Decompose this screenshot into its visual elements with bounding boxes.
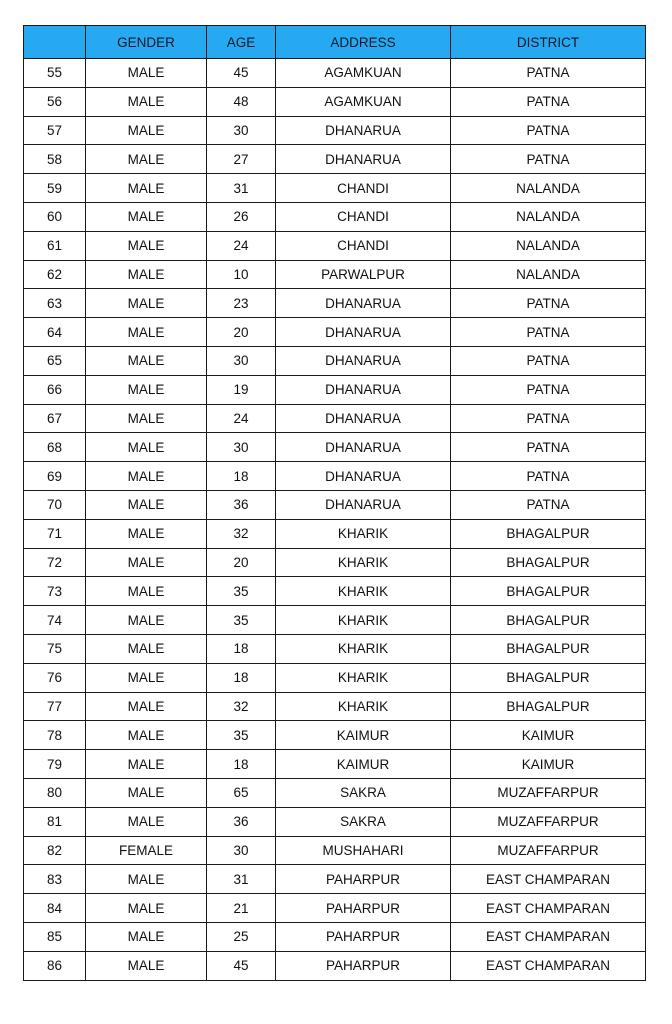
table-row [24,289,646,318]
cell-age: 27 [207,145,276,174]
cell-age: 18 [207,462,276,491]
table-row [24,116,646,145]
header-serial-number [24,26,86,59]
cell-serial-number: 64 [24,318,86,347]
cell-age: 36 [207,490,276,519]
cell-address: DHANARUA [276,404,451,433]
table-row [24,87,646,116]
cell-address: KHARIK [276,663,451,692]
cell-age: 31 [207,865,276,894]
cell-address: KHARIK [276,548,451,577]
cell-gender: MALE [86,692,207,721]
patient-table [23,25,646,981]
cell-gender: MALE [86,375,207,404]
cell-serial-number: 55 [24,59,86,88]
cell-age: 65 [207,778,276,807]
cell-serial-number: 83 [24,865,86,894]
cell-serial-number: 61 [24,231,86,260]
cell-serial-number: 62 [24,260,86,289]
cell-gender: MALE [86,606,207,635]
cell-address: CHANDI [276,231,451,260]
cell-age: 35 [207,577,276,606]
cell-address: DHANARUA [276,318,451,347]
cell-serial-number: 63 [24,289,86,318]
header-row [24,26,646,59]
table-row [24,462,646,491]
cell-serial-number: 67 [24,404,86,433]
cell-age: 30 [207,346,276,375]
cell-serial-number: 73 [24,577,86,606]
cell-serial-number: 85 [24,922,86,951]
cell-gender: MALE [86,778,207,807]
cell-gender: MALE [86,750,207,779]
cell-address: KHARIK [276,692,451,721]
cell-address: KHARIK [276,519,451,548]
cell-gender: MALE [86,663,207,692]
cell-district: BHAGALPUR [451,606,646,635]
cell-gender: MALE [86,807,207,836]
cell-gender: MALE [86,318,207,347]
cell-address: CHANDI [276,202,451,231]
table-body [24,59,646,981]
cell-age: 36 [207,807,276,836]
cell-age: 30 [207,836,276,865]
cell-address: SAKRA [276,807,451,836]
cell-address: AGAMKUAN [276,87,451,116]
table-row [24,922,646,951]
cell-district: PATNA [451,404,646,433]
cell-age: 26 [207,202,276,231]
cell-age: 21 [207,894,276,923]
table-row [24,606,646,635]
cell-address: KAIMUR [276,721,451,750]
cell-serial-number: 65 [24,346,86,375]
table-row [24,692,646,721]
cell-age: 24 [207,231,276,260]
cell-district: EAST CHAMPARAN [451,865,646,894]
cell-district: KAIMUR [451,750,646,779]
cell-gender: MALE [86,865,207,894]
cell-district: PATNA [451,462,646,491]
cell-age: 45 [207,59,276,88]
cell-address: KHARIK [276,606,451,635]
cell-gender: MALE [86,433,207,462]
cell-address: DHANARUA [276,462,451,491]
table-row [24,836,646,865]
cell-district: MUZAFFARPUR [451,778,646,807]
cell-district: KAIMUR [451,721,646,750]
cell-address: DHANARUA [276,145,451,174]
table-row [24,346,646,375]
table-row [24,634,646,663]
cell-serial-number: 56 [24,87,86,116]
cell-gender: MALE [86,462,207,491]
cell-district: BHAGALPUR [451,663,646,692]
cell-age: 35 [207,721,276,750]
cell-address: KAIMUR [276,750,451,779]
cell-age: 45 [207,951,276,980]
cell-gender: MALE [86,951,207,980]
cell-age: 25 [207,922,276,951]
header-address: ADDRESS [276,26,451,59]
cell-serial-number: 86 [24,951,86,980]
cell-gender: MALE [86,116,207,145]
cell-address: DHANARUA [276,490,451,519]
cell-age: 23 [207,289,276,318]
cell-gender: MALE [86,519,207,548]
data-sheet [23,25,645,981]
cell-serial-number: 81 [24,807,86,836]
table-row [24,490,646,519]
cell-age: 32 [207,519,276,548]
cell-serial-number: 74 [24,606,86,635]
cell-district: PATNA [451,87,646,116]
cell-address: PAHARPUR [276,922,451,951]
cell-age: 30 [207,116,276,145]
cell-district: EAST CHAMPARAN [451,951,646,980]
cell-address: CHANDI [276,174,451,203]
cell-district: MUZAFFARPUR [451,836,646,865]
cell-address: PAHARPUR [276,951,451,980]
table-row [24,231,646,260]
cell-address: PAHARPUR [276,865,451,894]
cell-district: PATNA [451,116,646,145]
cell-district: PATNA [451,145,646,174]
cell-address: KHARIK [276,634,451,663]
cell-address: KHARIK [276,577,451,606]
table-row [24,260,646,289]
cell-district: PATNA [451,59,646,88]
cell-gender: MALE [86,894,207,923]
cell-district: BHAGALPUR [451,577,646,606]
header-age: AGE [207,26,276,59]
cell-serial-number: 82 [24,836,86,865]
table-row [24,202,646,231]
table-row [24,519,646,548]
cell-gender: MALE [86,289,207,318]
cell-district: MUZAFFARPUR [451,807,646,836]
cell-address: PAHARPUR [276,894,451,923]
cell-serial-number: 70 [24,490,86,519]
cell-serial-number: 69 [24,462,86,491]
table-row [24,145,646,174]
cell-gender: MALE [86,202,207,231]
cell-age: 18 [207,634,276,663]
cell-district: PATNA [451,433,646,462]
cell-serial-number: 78 [24,721,86,750]
cell-district: PATNA [451,318,646,347]
cell-age: 10 [207,260,276,289]
cell-address: DHANARUA [276,433,451,462]
cell-gender: MALE [86,59,207,88]
table-row [24,750,646,779]
cell-address: DHANARUA [276,375,451,404]
cell-serial-number: 72 [24,548,86,577]
cell-serial-number: 79 [24,750,86,779]
cell-district: BHAGALPUR [451,548,646,577]
cell-gender: MALE [86,231,207,260]
table-row [24,59,646,88]
cell-gender: MALE [86,922,207,951]
cell-gender: MALE [86,404,207,433]
table-row [24,318,646,347]
cell-address: DHANARUA [276,116,451,145]
cell-serial-number: 80 [24,778,86,807]
cell-district: EAST CHAMPARAN [451,894,646,923]
cell-age: 18 [207,663,276,692]
cell-address: AGAMKUAN [276,59,451,88]
cell-serial-number: 68 [24,433,86,462]
cell-serial-number: 84 [24,894,86,923]
cell-age: 24 [207,404,276,433]
table-row [24,548,646,577]
cell-gender: MALE [86,490,207,519]
table-row [24,807,646,836]
cell-gender: MALE [86,145,207,174]
cell-gender: MALE [86,87,207,116]
cell-age: 20 [207,548,276,577]
cell-address: SAKRA [276,778,451,807]
cell-serial-number: 58 [24,145,86,174]
cell-serial-number: 77 [24,692,86,721]
cell-district: PATNA [451,490,646,519]
table-row [24,663,646,692]
cell-district: PATNA [451,375,646,404]
table-row [24,433,646,462]
cell-age: 30 [207,433,276,462]
table-header [24,26,646,59]
cell-district: BHAGALPUR [451,634,646,663]
cell-age: 32 [207,692,276,721]
table-row [24,174,646,203]
cell-serial-number: 71 [24,519,86,548]
cell-address: MUSHAHARI [276,836,451,865]
cell-district: NALANDA [451,260,646,289]
cell-district: BHAGALPUR [451,692,646,721]
table-row [24,894,646,923]
cell-district: NALANDA [451,174,646,203]
cell-address: PARWALPUR [276,260,451,289]
cell-gender: MALE [86,346,207,375]
cell-district: NALANDA [451,231,646,260]
cell-age: 18 [207,750,276,779]
cell-district: EAST CHAMPARAN [451,922,646,951]
cell-age: 48 [207,87,276,116]
table-row [24,375,646,404]
cell-serial-number: 66 [24,375,86,404]
table-row [24,404,646,433]
cell-serial-number: 75 [24,634,86,663]
cell-district: PATNA [451,346,646,375]
header-gender: GENDER [86,26,207,59]
cell-gender: FEMALE [86,836,207,865]
table-row [24,721,646,750]
cell-address: DHANARUA [276,346,451,375]
cell-serial-number: 57 [24,116,86,145]
table-row [24,951,646,980]
cell-serial-number: 60 [24,202,86,231]
cell-gender: MALE [86,174,207,203]
cell-age: 35 [207,606,276,635]
cell-district: BHAGALPUR [451,519,646,548]
cell-district: PATNA [451,289,646,318]
header-district: DISTRICT [451,26,646,59]
cell-gender: MALE [86,634,207,663]
table-row [24,865,646,894]
table-row [24,577,646,606]
cell-age: 20 [207,318,276,347]
cell-age: 19 [207,375,276,404]
cell-gender: MALE [86,577,207,606]
cell-address: DHANARUA [276,289,451,318]
cell-gender: MALE [86,721,207,750]
cell-district: NALANDA [451,202,646,231]
cell-serial-number: 59 [24,174,86,203]
cell-serial-number: 76 [24,663,86,692]
cell-age: 31 [207,174,276,203]
cell-gender: MALE [86,260,207,289]
cell-gender: MALE [86,548,207,577]
table-row [24,778,646,807]
